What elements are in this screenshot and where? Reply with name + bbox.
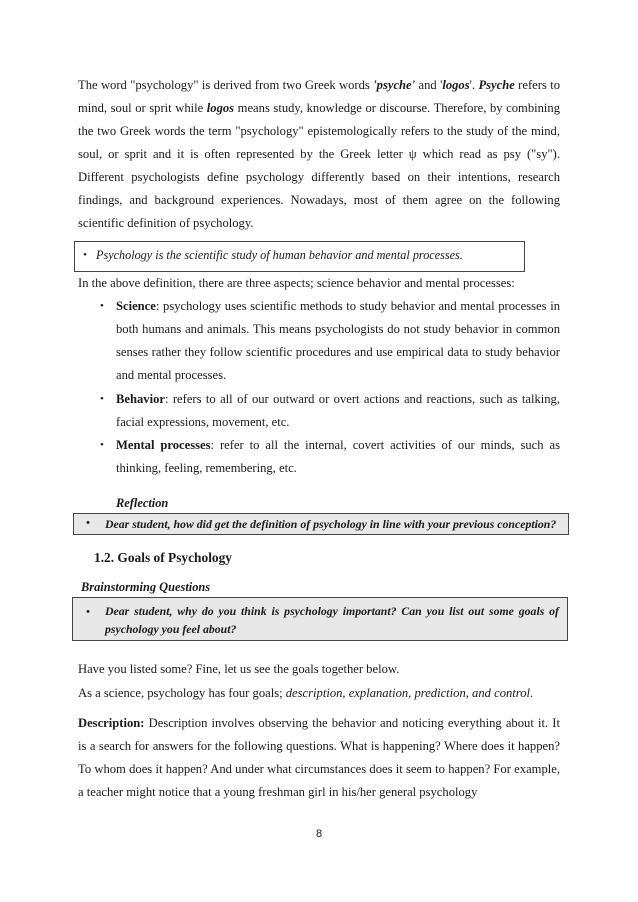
intro-text-4: refers to mind, soul or sprit while (78, 78, 560, 115)
brainstorm-box (72, 597, 568, 641)
aspect-term: Science (116, 299, 156, 313)
description-paragraph (78, 712, 560, 804)
bullet-icon: • (86, 517, 90, 529)
goals-line (78, 686, 533, 701)
bullet-icon: • (86, 606, 90, 618)
psyche-term: Psyche (478, 78, 515, 92)
aspect-term: Mental processes (116, 438, 211, 452)
aspect-text: : refer to all the internal, covert activities of our minds, such as thinking, feeling, remembering, etc. (116, 438, 560, 475)
psyche-term-quoted: 'psyche' (373, 78, 416, 92)
aspect-term: Behavior (116, 392, 165, 406)
reflection-box (73, 513, 569, 535)
reflection-label: Reflection (116, 496, 169, 510)
bullet-icon: • (100, 393, 104, 405)
logos-term: logos (206, 101, 235, 115)
aspect-text: : refers to all of our outward or overt actions and reactions, such as talking, facial expressions, movement, etc. (116, 392, 560, 429)
brainstorm-label: Brainstorming Questions (81, 580, 211, 594)
intro-text-5: means study, knowledge or discourse. Therefore, by combining the two Greek words the term "psychology" epistemologically refers to the study of the mind, soul, or sprit and it is often represented by the Greek letter ψ which read as psy ("sy"). Different psychologists define psychology differently based on their intentions, research findings, and background experiences. Nowadays, most of them agree on the following scientific definition of psychology. (78, 101, 560, 230)
logos-term-quoted: logos (442, 78, 470, 92)
aspect-behavior (116, 388, 560, 434)
listed-line: Have you listed some? Fine, let us see the goals together below. (78, 662, 400, 676)
section-title: 1.2. Goals of Psychology (94, 550, 232, 565)
bullet-icon: • (83, 249, 87, 261)
aspects-intro: In the above definition, there are three aspects; science behavior and mental processes: (78, 276, 515, 290)
bullet-icon: • (100, 439, 104, 451)
intro-text-1: The word "psychology" is derived from two Greek words (78, 78, 374, 92)
page-number: 8 (315, 828, 323, 840)
bullet-icon: • (100, 300, 104, 312)
aspect-science (116, 295, 560, 387)
aspect-mental-processes (116, 434, 560, 480)
intro-text-2: and ' (415, 78, 443, 92)
definition-text: Psychology is the scientific study of human behavior and mental processes. (96, 248, 463, 262)
aspect-text: : psychology uses scientific methods to study behavior and mental processes in both humans and animals. This means psychologists do not study behavior in common senses rather they follow scientific procedures and use empirical data to study behavior and mental processes. (116, 299, 560, 382)
reflection-question: Dear student, how did get the definition of psychology in line with your previous conception? (105, 517, 557, 531)
description-text: Description involves observing the behavior and noticing everything about it. It is a search for answers for the following questions. What is happening? Where does it happen? To whom does it happen? And under what circumstances does it seem to happen? For example, a teacher might notice that a young freshman girl in his/her general psychology (78, 716, 560, 799)
goals-suffix: . (530, 686, 534, 700)
definition-box (74, 241, 525, 272)
intro-paragraph (78, 74, 560, 235)
goals-prefix: As a science, psychology has four goals; (78, 686, 286, 700)
brainstorm-question: Dear student, why do you think is psychology important? Can you list out some goals of psychology you feel about? (105, 604, 559, 636)
intro-text-3: '. (469, 78, 479, 92)
goals-list: description, explanation, prediction, and control (285, 686, 531, 700)
description-term: Description: (78, 716, 145, 730)
